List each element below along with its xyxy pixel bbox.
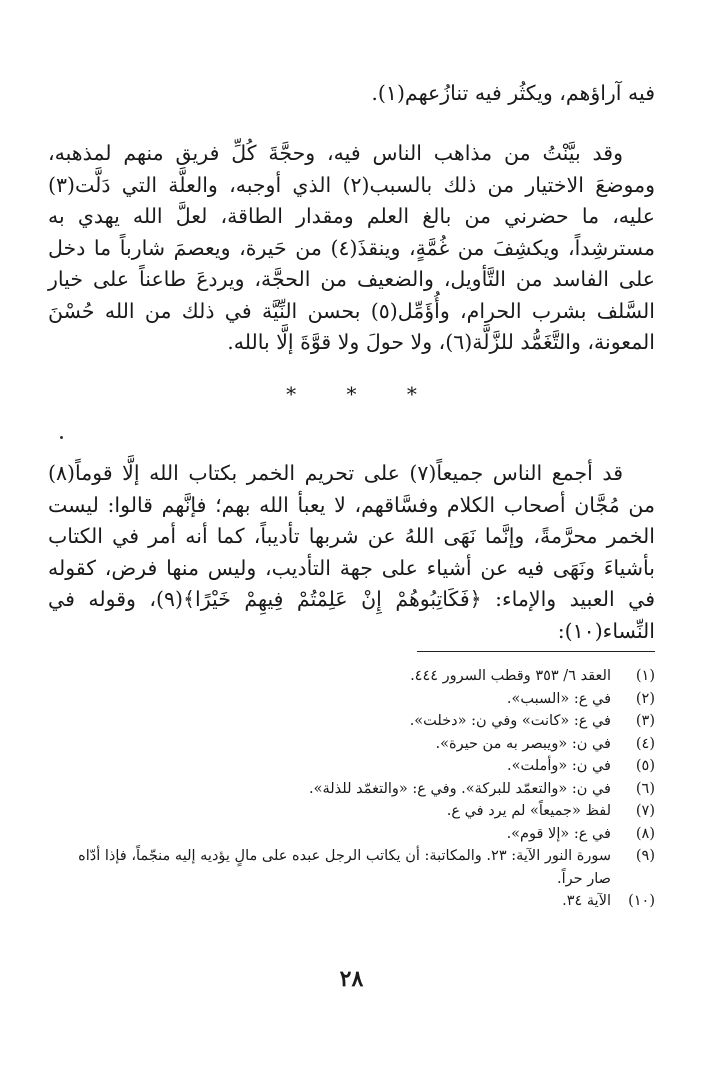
ink-speck bbox=[60, 436, 63, 439]
footnote-number: (٤) bbox=[635, 735, 655, 752]
footnote-text: العقد ٦/ ٣٥٣ وقطب السرور ٤٤٤. bbox=[410, 668, 611, 684]
footnote-item bbox=[60, 823, 655, 846]
footnote-item bbox=[60, 665, 655, 688]
footnote-divider bbox=[417, 651, 655, 652]
footnotes bbox=[60, 665, 655, 913]
paragraph-wine-prohibition bbox=[48, 458, 655, 647]
footnote-number: (١٠) bbox=[628, 893, 655, 909]
footnote-item bbox=[60, 733, 655, 756]
footnote-text: في ع: «السبب». bbox=[506, 690, 611, 707]
footnote-number: (٧) bbox=[635, 803, 655, 819]
paragraph-intro bbox=[48, 138, 655, 359]
footnote-item bbox=[60, 688, 655, 711]
footnote-text: في ن: «ويبصر به من حيرة». bbox=[435, 735, 611, 752]
footnote-text: الآية ٣٤. bbox=[562, 893, 611, 909]
footnote-text: سورة النور الآية: ٢٣. والمكاتبة: أن يكاتب الرجل عبده على مالٍ يؤديه إليه منجّماً، فإذا أدّاه صار حراً. bbox=[78, 848, 611, 887]
section-separator: * * * bbox=[286, 382, 439, 406]
footnote-number: (٦) bbox=[635, 780, 655, 797]
footnote-item bbox=[60, 890, 655, 913]
footnote-item bbox=[60, 845, 655, 890]
footnote-item bbox=[60, 778, 655, 801]
paragraph-text: وقد بيَّنْتُ من مذاهب الناس فيه، وحجَّةَ كُلِّ فريق منهم لمذهبه، وموضعَ الاختيار من ذلك بالسبب(٢) الذي أوجبه، والعلَّة التي دَلَّت(٣) عليه، ما حضرني من بالغ العلم ومقدار الطاقة، لعلَّ الله يهدي به مسترشِداً، ويكشِفَ من غُمَّةٍ، وينقذَ(٤) من حَيرة، ويعصمَ شارباً ما دخل على الفاسد من التَّأويل، والضعيف من الحجَّة، ويردعَ طاعناً على خيار السَّلف بشرب الحرام، وأُؤَمِّل(٥) بحسن النِّيَّة في ذلك من الله حُسْنَ المعونة، والتَّغَمُّد للزَّلَّة(٦)، ولا حولَ ولا قوَّةَ إلَّا بالله. bbox=[48, 141, 655, 354]
footnote-number: (٢) bbox=[635, 690, 655, 707]
footnote-item bbox=[60, 800, 655, 823]
footnote-number: (٨) bbox=[635, 825, 655, 842]
footnote-text: في ع: «كانت» وفي ن: «دخلت». bbox=[409, 713, 611, 729]
footnote-number: (٥) bbox=[635, 758, 655, 774]
footnote-text: لفظ «جميعاً» لم يرد في ع. bbox=[446, 803, 611, 819]
paragraph-continuation bbox=[48, 78, 655, 110]
paragraph-text: قد أجمع الناس جميعاً(٧) على تحريم الخمر بكتاب الله إلَّا قوماً(٨) من مُجَّان أصحاب الكلام وفسَّاقهم، لا يعبأ الله بهم؛ فإنَّهم قالوا: ليست الخمر محرَّمةً، وإنَّما نَهَى اللهُ عن شربها تأديباً، كما أنه أمر في الكتاب بأشياءَ ونَهَى فيه عن أشياء على جهة التأديب، وليس منها فرض، كقوله في العبيد والإماء: ﴿فَكَاتِبُوهُمْ إِنْ عَلِمْتُمْ فِيهِمْ خَيْرًا﴾(٩)، وقوله في النِّساء(١٠): bbox=[48, 461, 656, 643]
footnote-text: في ع: «إلا قوم». bbox=[506, 825, 611, 842]
paragraph-text: فيه آراؤهم، ويكثُر فيه تنازُعهم(١). bbox=[371, 81, 655, 105]
page-number: ٢٨ bbox=[339, 966, 364, 992]
footnote-item bbox=[60, 710, 655, 733]
footnote-number: (٣) bbox=[635, 713, 655, 729]
footnote-text: في ن: «والتعمّد للبركة». وفي ع: «والتغمّد للذلة». bbox=[309, 780, 611, 797]
footnote-text: في ن: «وأملت». bbox=[507, 758, 611, 774]
footnote-item bbox=[60, 755, 655, 778]
footnote-number: (٩) bbox=[635, 848, 655, 864]
footnote-number: (١) bbox=[635, 668, 655, 684]
